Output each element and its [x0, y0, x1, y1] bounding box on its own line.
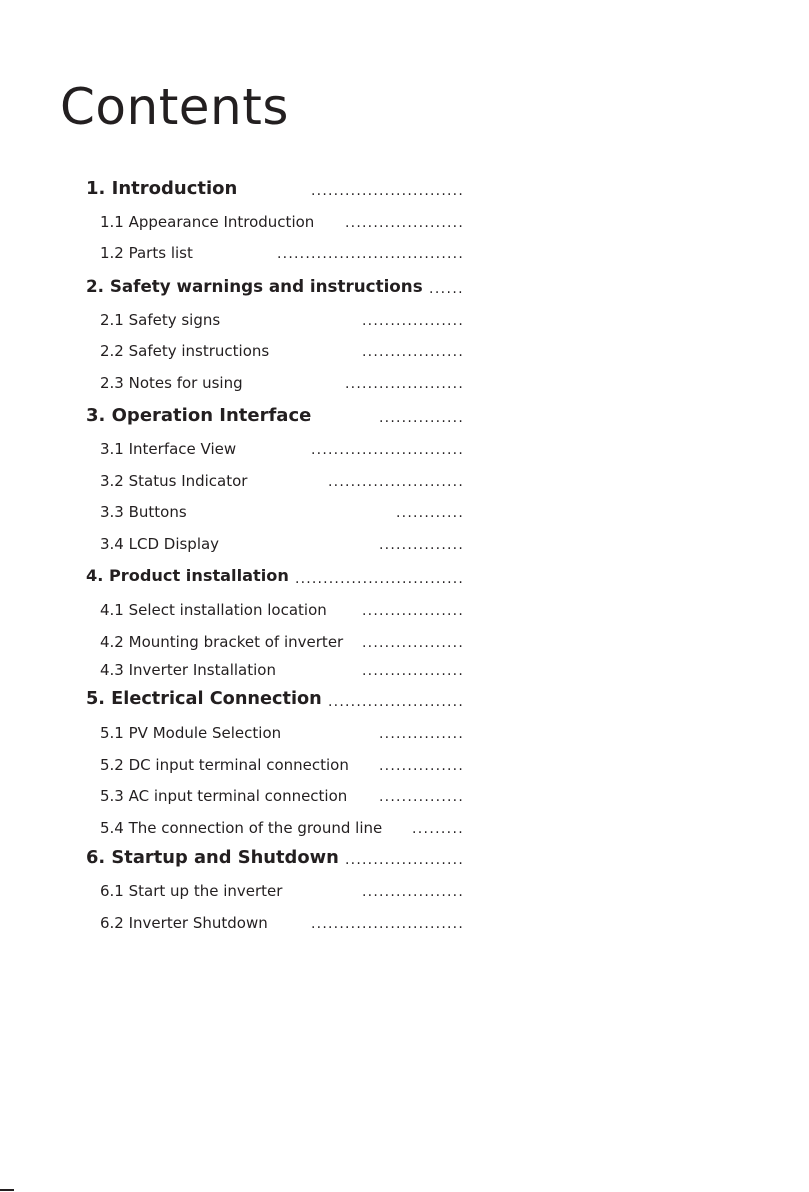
- toc-section-entry: [86, 407, 464, 429]
- toc-section-entry: [86, 568, 464, 590]
- toc-entry-label: 1.2 Parts list: [100, 244, 193, 262]
- toc-entry-label: 1. Introduction: [86, 178, 238, 199]
- toc-entry-label: 2.2 Safety instructions: [100, 342, 270, 360]
- toc-dot-leader: ........................: [328, 474, 464, 490]
- toc-entry-label: 3. Operation Interface: [86, 405, 312, 426]
- toc-dot-leader: ..................: [362, 313, 464, 329]
- toc-entry-label: 6.1 Start up the inverter: [100, 882, 283, 900]
- toc-entry-label: 6. Startup and Shutdown: [86, 847, 339, 868]
- toc-entry-label: 3.1 Interface View: [100, 440, 237, 458]
- toc-subsection-entry: [100, 726, 464, 748]
- toc-subsection-entry: [100, 537, 464, 559]
- toc-dot-leader: .....................: [345, 215, 464, 231]
- toc-subsection-entry: [100, 916, 464, 938]
- toc-entry-label: 5.3 AC input terminal connection: [100, 787, 348, 805]
- toc-subsection-entry: [100, 884, 464, 906]
- toc-dot-leader: ............: [396, 505, 464, 521]
- toc-entry-label: 3.2 Status Indicator: [100, 472, 248, 490]
- toc-dot-leader: ..................: [362, 344, 464, 360]
- toc-dot-leader: ...........................: [311, 183, 464, 199]
- toc-section-entry: [86, 691, 464, 713]
- toc-entry-label: 2.3 Notes for using: [100, 374, 243, 392]
- toc-subsection-entry: [100, 789, 464, 811]
- toc-entry-label: 2. Safety warnings and instructions: [86, 276, 423, 296]
- toc-subsection-entry: [100, 344, 464, 366]
- toc-entry-label: 3.4 LCD Display: [100, 535, 220, 553]
- toc-subsection-entry: [100, 215, 464, 237]
- page-title: Contents: [60, 78, 289, 136]
- toc-dot-leader: ...............: [379, 789, 464, 805]
- toc-entry-label: 4.3 Inverter Installation: [100, 661, 276, 679]
- toc-entry-label: 5.4 The connection of the ground line: [100, 819, 383, 837]
- toc-dot-leader: ...............: [379, 726, 464, 742]
- toc-subsection-entry: [100, 474, 464, 496]
- toc-dot-leader: ...........................: [311, 916, 464, 932]
- toc-dot-leader: ..................: [362, 603, 464, 619]
- toc-dot-leader: ...............: [379, 410, 464, 426]
- toc-subsection-entry: [100, 635, 464, 657]
- toc-dot-leader: .....................: [345, 852, 464, 868]
- toc-subsection-entry: [100, 603, 464, 625]
- toc-entry-label: 2.1 Safety signs: [100, 311, 221, 329]
- toc-entry-label: 5. Electrical Connection: [86, 689, 322, 709]
- toc-dot-leader: ..............................: [295, 571, 464, 587]
- toc-dot-leader: ..................: [362, 884, 464, 900]
- toc-subsection-entry: [100, 821, 464, 843]
- toc-subsection-entry: [100, 246, 464, 268]
- toc-dot-leader: ..................: [362, 635, 464, 651]
- toc-entry-label: 4.1 Select installation location: [100, 601, 327, 619]
- toc-subsection-entry: [100, 442, 464, 464]
- toc-entry-label: 4. Product installation: [86, 566, 289, 585]
- toc-section-entry: [86, 278, 464, 300]
- toc-dot-leader: ...............: [379, 758, 464, 774]
- toc-dot-leader: ...............: [379, 537, 464, 553]
- toc-entry-label: 5.2 DC input terminal connection: [100, 756, 349, 774]
- toc-subsection-entry: [100, 376, 464, 398]
- toc-dot-leader: ...........................: [311, 442, 464, 458]
- toc-dot-leader: ........................: [328, 694, 464, 710]
- toc-dot-leader: .................................: [277, 246, 464, 262]
- crop-mark: [0, 1189, 14, 1191]
- toc-dot-leader: .....................: [345, 376, 464, 392]
- toc-subsection-entry: [100, 663, 464, 685]
- toc-dot-leader: ......: [429, 281, 464, 297]
- toc-entry-label: 5.1 PV Module Selection: [100, 724, 282, 742]
- toc-subsection-entry: [100, 758, 464, 780]
- toc-subsection-entry: [100, 505, 464, 527]
- toc-entry-label: 3.3 Buttons: [100, 503, 187, 521]
- toc-entry-label: 6.2 Inverter Shutdown: [100, 914, 268, 932]
- toc-subsection-entry: [100, 313, 464, 335]
- toc-section-entry: [86, 849, 464, 871]
- toc-dot-leader: .........: [412, 821, 464, 837]
- toc-entry-label: 4.2 Mounting bracket of inverter: [100, 633, 344, 651]
- toc-section-entry: [86, 180, 464, 202]
- toc-dot-leader: ..................: [362, 663, 464, 679]
- toc-entry-label: 1.1 Appearance Introduction: [100, 213, 315, 231]
